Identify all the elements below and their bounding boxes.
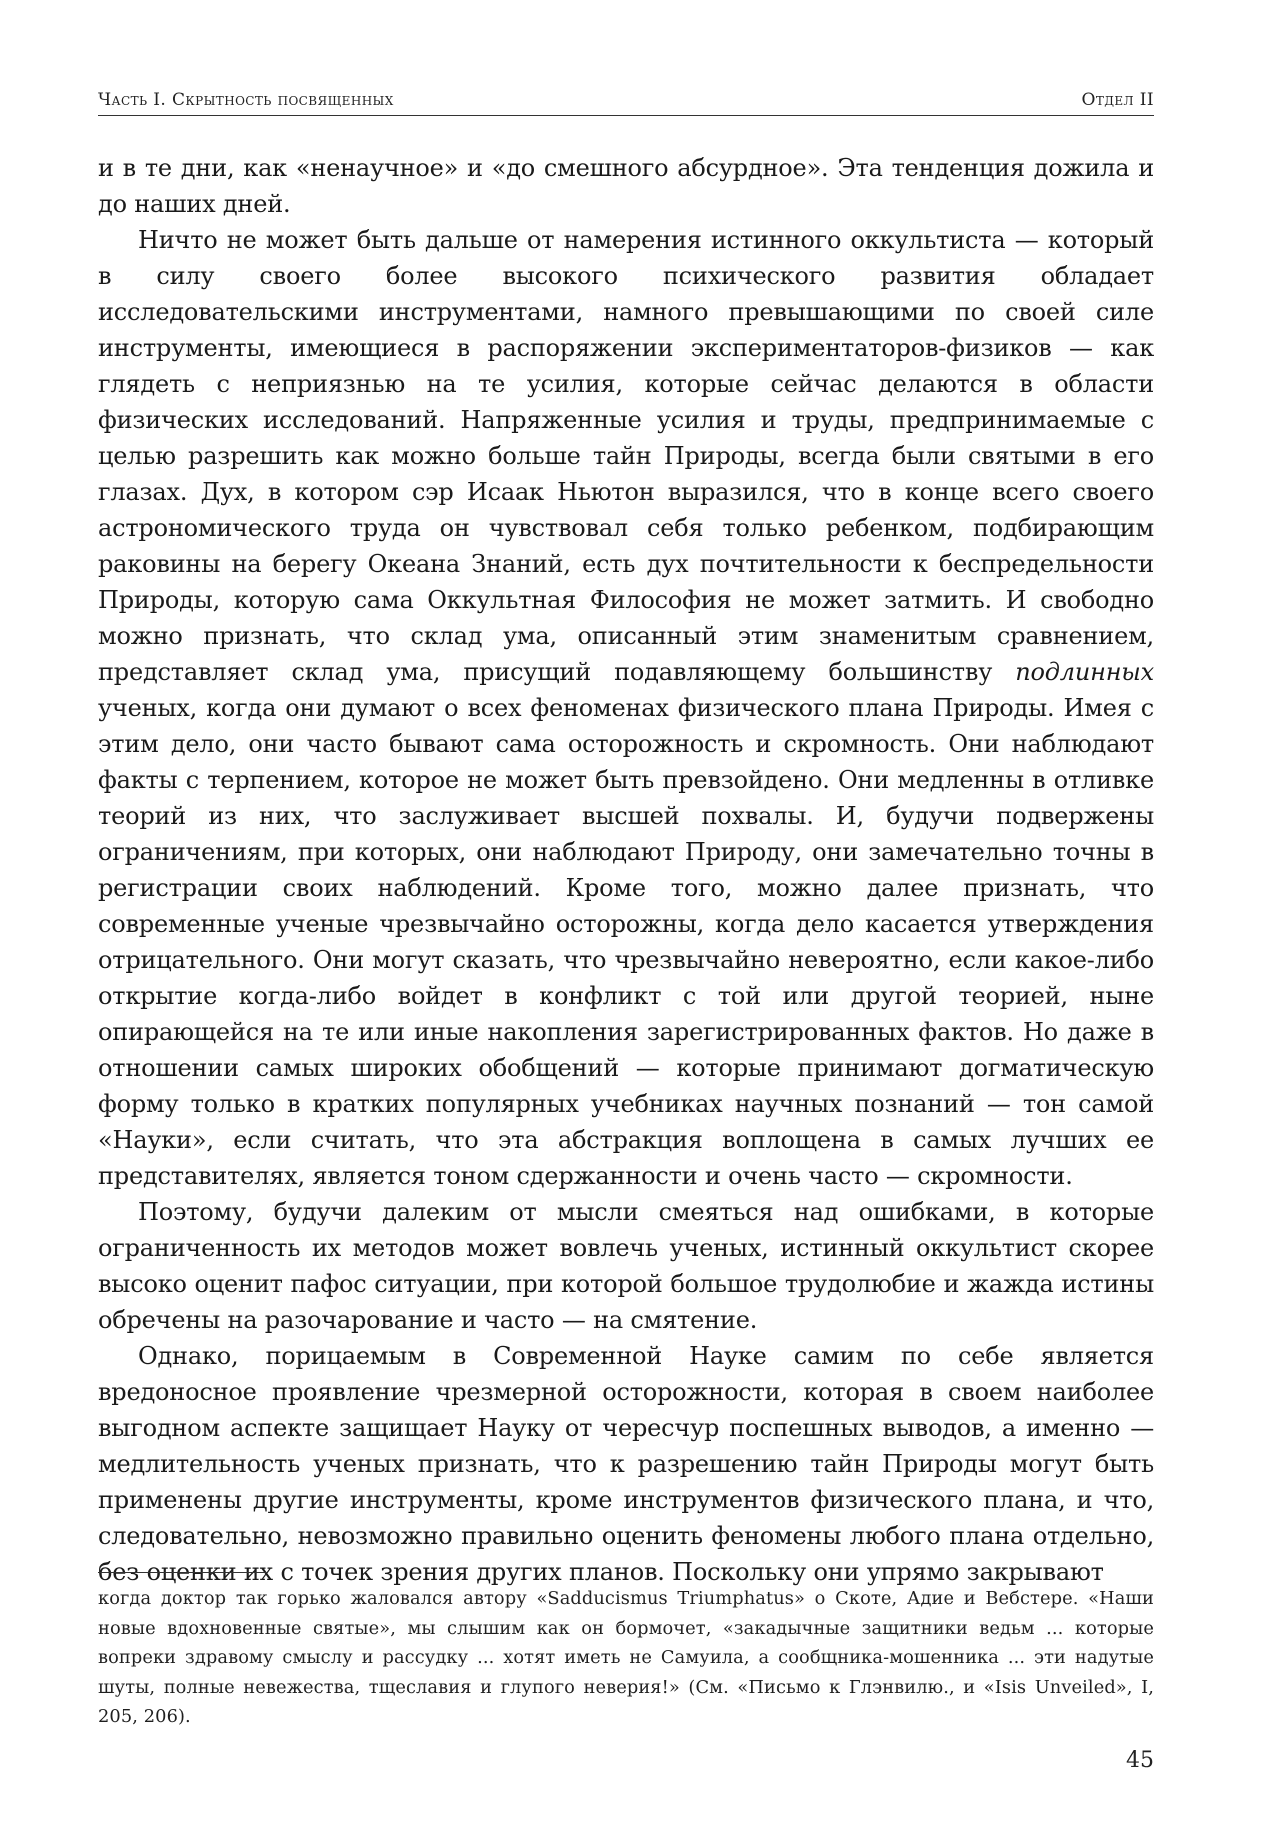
- paragraph-2-part-1: Ничто не может быть дальше от намерения истинного оккультиста — который в силу своего более высокого психического развития обладает исследовательскими инструментами, намного превышающими по своей силе инструменты, имеющиеся в распоряжении экспериментаторов-физиков — как глядеть с неприязнью на те усилия, которые сейчас делаются в области физических исследований. Напряженные усилия и труды, предпринимаемые с целью разрешить как можно больше тайн Природы, всегда были святыми в его глазах. Дух, в котором сэр Исаак Ньютон выразился, что в конце всего своего астрономического труда он чувствовал себя только ребенком, подбирающим раковины на берегу Океана Знаний, есть дух почтительности к беспредельности Природы, которую сама Оккультная Философия не может затмить. И свободно можно признать, что склад ума, описанный этим знаменитым сравнением, представляет склад ума, присущий подавляющему большинству: [98, 226, 1154, 686]
- emphasis-podlinnyh: подлинных: [1015, 658, 1154, 686]
- footnote-text: когда доктор так горько жаловался автору «Sadducismus Triumphatus» о Скоте, Адие и Вебстере. «Наши новые вдохновенные святые», мы слышим как он бормочет, «закадычные защитники ведьм ... которые вопреки здравому смыслу и рассудку ... хотят иметь не Самуила, а сообщника-мошенника ... эти надутые шуты, полные невежества, тщеславия и глупого неверия!» (См. «Письмо к Глэнвилю., и «Isis Unveiled», I, 205, 206).: [98, 1588, 1154, 1727]
- footnote-rule: [98, 1572, 268, 1573]
- footnote: [98, 1584, 1154, 1732]
- running-head: [98, 84, 1154, 116]
- paragraph-2: [98, 222, 1154, 1194]
- paragraph-2-part-2: ученых, когда они думают о всех феноменах физического плана Природы. Имея с этим дело, они часто бывают сама осторожность и скромность. Они наблюдают факты с терпением, которое не может быть превзойдено. Они медленны в отливке теорий из них, что заслуживает высшей похвалы. И, будучи подвержены ограничениям, при которых, они наблюдают Природу, они замечательно точны в регистрации своих наблюдений. Кроме того, можно далее признать, что современные ученые чрезвычайно осторожны, когда дело касается утверждения отрицательного. Они могут сказать, что чрезвычайно невероятно, если какое-либо открытие когда-либо войдет в конфликт с той или другой теорией, ныне опирающейся на те или иные накопления зарегистрированных фактов. Но даже в отношении самых широких обобщений — которые принимают догматическую форму только в кратких популярных учебниках научных познаний — тон самой «Науки», если считать, что эта абстракция воплощена в самых лучших ее представителях, является тоном сдержанности и очень часто — скромности.: [98, 694, 1154, 1190]
- paragraph-3: Поэтому, будучи далеким от мысли смеяться над ошибками, в которые ограниченность их методов может вовлечь ученых, истинный оккультист скорее высоко оценит пафос ситуации, при которой большое трудолюбие и жажда истины обречены на разочарование и часто — на смятение.: [98, 1198, 1154, 1334]
- running-head-left: Часть I. Скрытность посвященных: [98, 90, 394, 110]
- running-head-right: Отдел II: [1081, 90, 1154, 110]
- body-text: [98, 150, 1154, 1590]
- paragraph-4: Однако, порицаемым в Современной Науке самим по себе является вредоносное проявление чрезмерной осторожности, которая в своем наиболее выгодном аспекте защищает Науку от чересчур поспешных выводов, а именно — медлительность ученых признать, что к разрешению тайн Природы могут быть применены другие инструменты, кроме инструментов физического плана, и что, следовательно, невозможно правильно оценить феномены любого плана отдельно, без оценки их с точек зрения других планов. Поскольку они упрямо закрывают: [98, 1342, 1154, 1586]
- paragraph-1: и в те дни, как «ненаучное» и «до смешного абсурдное». Эта тенденция дожила и до наших дней.: [98, 154, 1154, 218]
- page-number: 45: [1126, 1748, 1154, 1773]
- book-page: [98, 0, 1154, 1829]
